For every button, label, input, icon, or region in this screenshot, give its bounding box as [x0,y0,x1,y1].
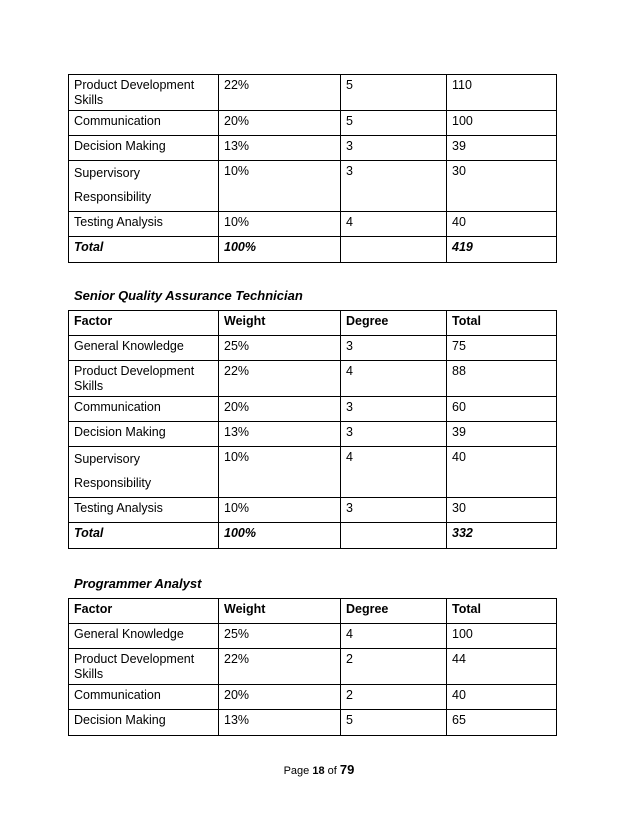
header-degree: Degree [341,311,447,336]
weight-cell: 20% [219,397,341,422]
degree-cell: 4 [341,361,447,397]
total-cell: 110 [447,75,557,111]
factor-cell: General Knowledge [69,624,219,649]
table-row [69,498,557,523]
degree-cell: 5 [341,710,447,736]
degree-cell: 3 [341,336,447,361]
weight-cell: 10% [219,498,341,523]
weight-cell: 22% [219,361,341,397]
header-degree: Degree [341,599,447,624]
page-total: 79 [339,762,355,777]
total-row [69,523,557,549]
table-row [69,336,557,361]
factor-cell: Decision Making [69,710,219,736]
table-row [69,447,557,498]
total-weight: 100% [219,523,341,549]
header-row [69,311,557,336]
weight-cell: 13% [219,136,341,161]
factor-cell: General Knowledge [69,336,219,361]
table-row [69,685,557,710]
table-row [69,361,557,397]
page-number: 18 [312,765,325,777]
degree-cell: 4 [341,624,447,649]
table-row [69,75,557,111]
weight-cell: 20% [219,111,341,136]
total-cell: 75 [447,336,557,361]
factor-cell: Decision Making [69,136,219,161]
table-row [69,710,557,736]
factor-cell: Product Development Skills [69,75,219,111]
weight-cell: 13% [219,422,341,447]
page-footer [0,762,638,777]
weight-cell: 25% [219,336,341,361]
total-cell: 39 [447,136,557,161]
total-cell: 30 [447,498,557,523]
factor-table [68,598,557,736]
header-total: Total [447,311,557,336]
total-cell: 88 [447,361,557,397]
table-row [69,624,557,649]
table-continued [68,74,557,263]
total-cell: 65 [447,710,557,736]
factor-cell: Product Development Skills [69,361,219,397]
factor-cell: Communication [69,397,219,422]
table-row [69,422,557,447]
weight-cell: 22% [219,75,341,111]
section-title: Senior Quality Assurance Technician [74,288,303,303]
table-row [69,649,557,685]
total-cell: 100 [447,111,557,136]
table-row [69,212,557,237]
total-degree [341,523,447,549]
factor-text: Supervisory [74,452,140,466]
table-row [69,161,557,212]
degree-cell: 3 [341,422,447,447]
section-title: Programmer Analyst [74,576,202,591]
header-total: Total [447,599,557,624]
table-row [69,111,557,136]
degree-cell: 2 [341,649,447,685]
degree-cell: 4 [341,447,447,498]
factor-cell: Communication [69,111,219,136]
footer-of: of [327,765,337,777]
factor-text-line2: Responsibility [74,190,152,204]
total-degree [341,237,447,263]
factor-cell: Product Development Skills [69,649,219,685]
degree-cell: 5 [341,111,447,136]
header-weight: Weight [219,599,341,624]
degree-cell: 3 [341,161,447,212]
header-factor: Factor [69,311,219,336]
factor-cell [69,447,219,498]
total-cell: 40 [447,685,557,710]
factor-cell [69,161,219,212]
total-cell: 60 [447,397,557,422]
total-row [69,237,557,263]
weight-cell: 10% [219,212,341,237]
factor-cell: Communication [69,685,219,710]
total-label: Total [69,523,219,549]
total-label: Total [69,237,219,263]
weight-cell: 20% [219,685,341,710]
factor-cell: Decision Making [69,422,219,447]
header-factor: Factor [69,599,219,624]
header-weight: Weight [219,311,341,336]
degree-cell: 3 [341,136,447,161]
factor-cell: Testing Analysis [69,498,219,523]
total-cell: 44 [447,649,557,685]
weight-cell: 10% [219,447,341,498]
factor-text: Supervisory [74,166,140,180]
weight-cell: 22% [219,649,341,685]
total-weight: 100% [219,237,341,263]
degree-cell: 4 [341,212,447,237]
footer-prefix: Page [283,765,310,777]
degree-cell: 3 [341,498,447,523]
total-cell: 39 [447,422,557,447]
factor-cell: Testing Analysis [69,212,219,237]
total-cell: 40 [447,447,557,498]
degree-cell: 5 [341,75,447,111]
total-cell: 100 [447,624,557,649]
table-row [69,397,557,422]
total-value: 332 [447,523,557,549]
total-cell: 40 [447,212,557,237]
header-row [69,599,557,624]
factor-table [68,310,557,549]
degree-cell: 2 [341,685,447,710]
total-value: 419 [447,237,557,263]
factor-text-line2: Responsibility [74,476,152,490]
weight-cell: 10% [219,161,341,212]
degree-cell: 3 [341,397,447,422]
table-row [69,136,557,161]
total-cell: 30 [447,161,557,212]
weight-cell: 13% [219,710,341,736]
weight-cell: 25% [219,624,341,649]
